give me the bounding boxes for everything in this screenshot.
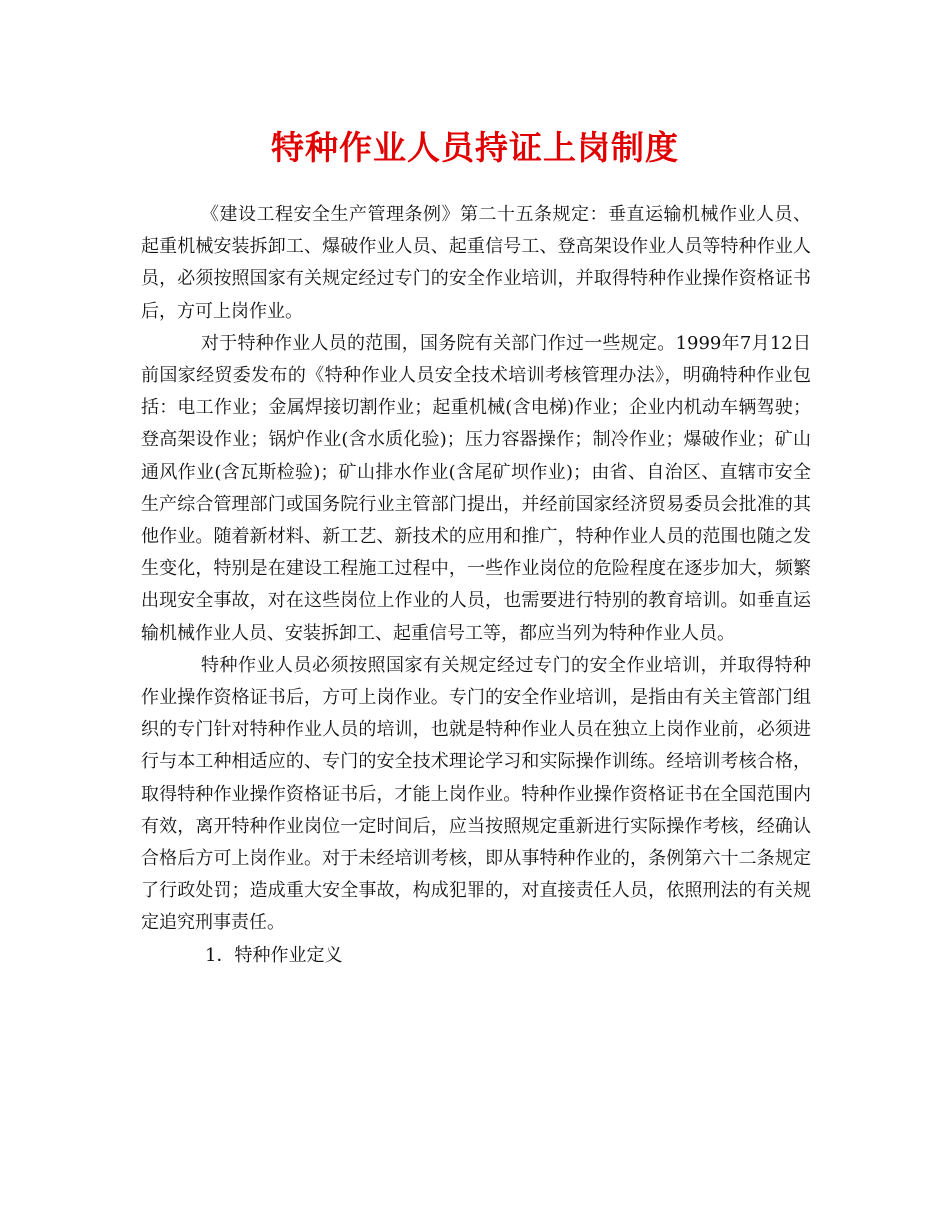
paragraph-scope: 对于特种作业人员的范围，国务院有关部门作过一些规定。1999年7月12日前国家经贸委发布的《特种作业人员安全技术培训考核管理办法》，明确特种作业包括：电工作业；金属焊接切割作业；起重机械(含电梯)作业；企业内机动车辆驾驶；登高架设作业；锅炉作业(含水质化验)；压力容器操作；制冷作业；爆破作业；矿山通风作业(含瓦斯检验)；矿山排水作业(含尾矿坝作业)；由省、自治区、直辖市安全生产综合管理部门或国务院行业主管部门提出，并经前国家经济贸易委员会批准的其他作业。随着新材料、新工艺、新技术的应用和推广，特种作业人员的范围也随之发生变化，特别是在建设工程施工过程中，一些作业岗位的危险程度在逐步加大，频繁出现安全事故，对在这些岗位上作业的人员，也需要进行特别的教育培训。如垂直运输机械作业人员、安装拆卸工、起重信号工等，都应当列为特种作业人员。 xyxy=(141,332,811,644)
section-heading: 1．特种作业定义 xyxy=(205,944,343,966)
paragraph-training: 特种作业人员必须按照国家有关规定经过专门的安全作业培训，并取得特种作业操作资格证书后，方可上岗作业。专门的安全作业培训，是指由有关主管部门组织的专门针对特种作业人员的培训，也就是特种作业人员在独立上岗作业前，必须进行与本工种相适应的、专门的安全技术理论学习和实际操作训练。经培训考核合格，取得特种作业操作资格证书后，才能上岗作业。特种作业操作资格证书在全国范围内有效，离开特种作业岗位一定时间后，应当按照规定重新进行实际操作考核，经确认合格后方可上岗作业。对于未经培训考核，即从事特种作业的，条例第六十二条规定了行政处罚；造成重大安全事故，构成犯罪的，对直接责任人员，依照刑法的有关规定追究刑事责任。 xyxy=(141,654,811,934)
paragraph-regulation: 《建设工程安全生产管理条例》第二十五条规定：垂直运输机械作业人员、起重机械安装拆卸工、爆破作业人员、起重信号工、登高架设作业人员等特种作业人员，必须按照国家有关规定经过专门的安全作业培训，并取得特种作业操作资格证书后，方可上岗作业。 xyxy=(141,204,811,322)
document-title: 特种作业人员持证上岗制度 xyxy=(271,128,679,167)
document-body xyxy=(141,199,811,972)
